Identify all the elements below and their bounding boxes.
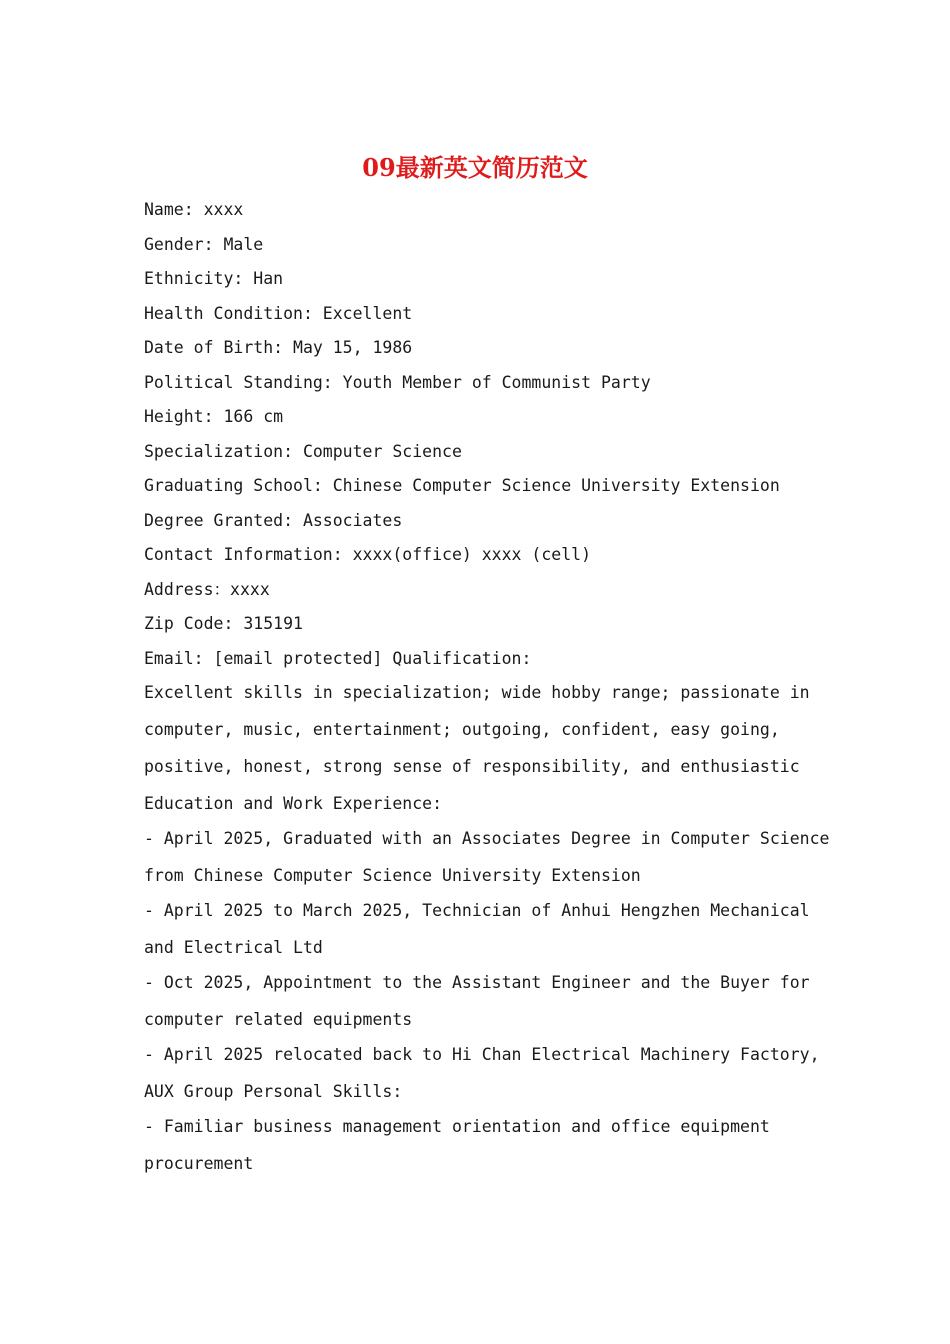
- field-degree-granted: Degree Granted: Associates: [144, 510, 403, 530]
- field-political-standing: Political Standing: Youth Member of Communist Party: [144, 372, 651, 392]
- field-name: Name: xxxx: [144, 200, 244, 219]
- education-heading: Education and Work Experience:: [144, 794, 443, 813]
- experience-line: procurement: [144, 1154, 254, 1173]
- experience-line: - April 2025 relocated back to Hi Chan Electrical Machinery Factory,: [144, 1045, 820, 1064]
- field-health-condition: Health Condition: Excellent: [144, 303, 413, 323]
- field-ethnicity: Ethnicity: Han: [144, 269, 284, 288]
- experience-line: - April 2025 to March 2025, Technician of Anhui Hengzhen Mechanical: [144, 901, 810, 920]
- field-email: Email: [email protected] Qualification:: [144, 648, 532, 668]
- experience-line: computer related equipments: [144, 1010, 413, 1029]
- experience-line: - Familiar business management orientation and office equipment: [144, 1117, 770, 1136]
- field-contact-information: Contact Information: xxxx(office) xxxx (cell): [144, 545, 592, 564]
- experience-line: - April 2025, Graduated with an Associates Degree in Computer Science: [144, 829, 830, 848]
- field-graduating-school: Graduating School: Chinese Computer Science University Extension: [144, 476, 780, 495]
- field-height: Height: 166 cm: [144, 407, 284, 426]
- document-body: [144, 197, 830, 1186]
- experience-line: - Oct 2025, Appointment to the Assistant Engineer and the Buyer for: [144, 973, 810, 992]
- qualification-line: computer, music, entertainment; outgoing, confident, easy going,: [144, 720, 780, 739]
- field-zip-code: Zip Code: 315191: [144, 614, 303, 633]
- document-title: 09最新英文简历范文: [362, 153, 588, 182]
- field-specialization: Specialization: Computer Science: [144, 441, 462, 461]
- qualification-line: positive, honest, strong sense of responsibility, and enthusiastic: [144, 757, 800, 776]
- experience-item: [144, 1114, 824, 1186]
- experience-line: from Chinese Computer Science University Extension: [144, 866, 641, 885]
- experience-item: [144, 970, 824, 1042]
- experience-item: [144, 1042, 824, 1114]
- experience-line: and Electrical Ltd: [144, 938, 323, 957]
- experience-item: [144, 826, 830, 898]
- field-date-of-birth: Date of Birth: May 15, 1986: [144, 338, 413, 357]
- field-address: Address：xxxx: [144, 579, 270, 599]
- qualification-line: Excellent skills in specialization; wide hobby range; passionate in: [144, 683, 810, 702]
- experience-item: [144, 898, 824, 970]
- field-gender: Gender: Male: [144, 234, 264, 254]
- qualification-paragraph: [144, 680, 824, 826]
- experience-line: AUX Group Personal Skills:: [144, 1082, 403, 1101]
